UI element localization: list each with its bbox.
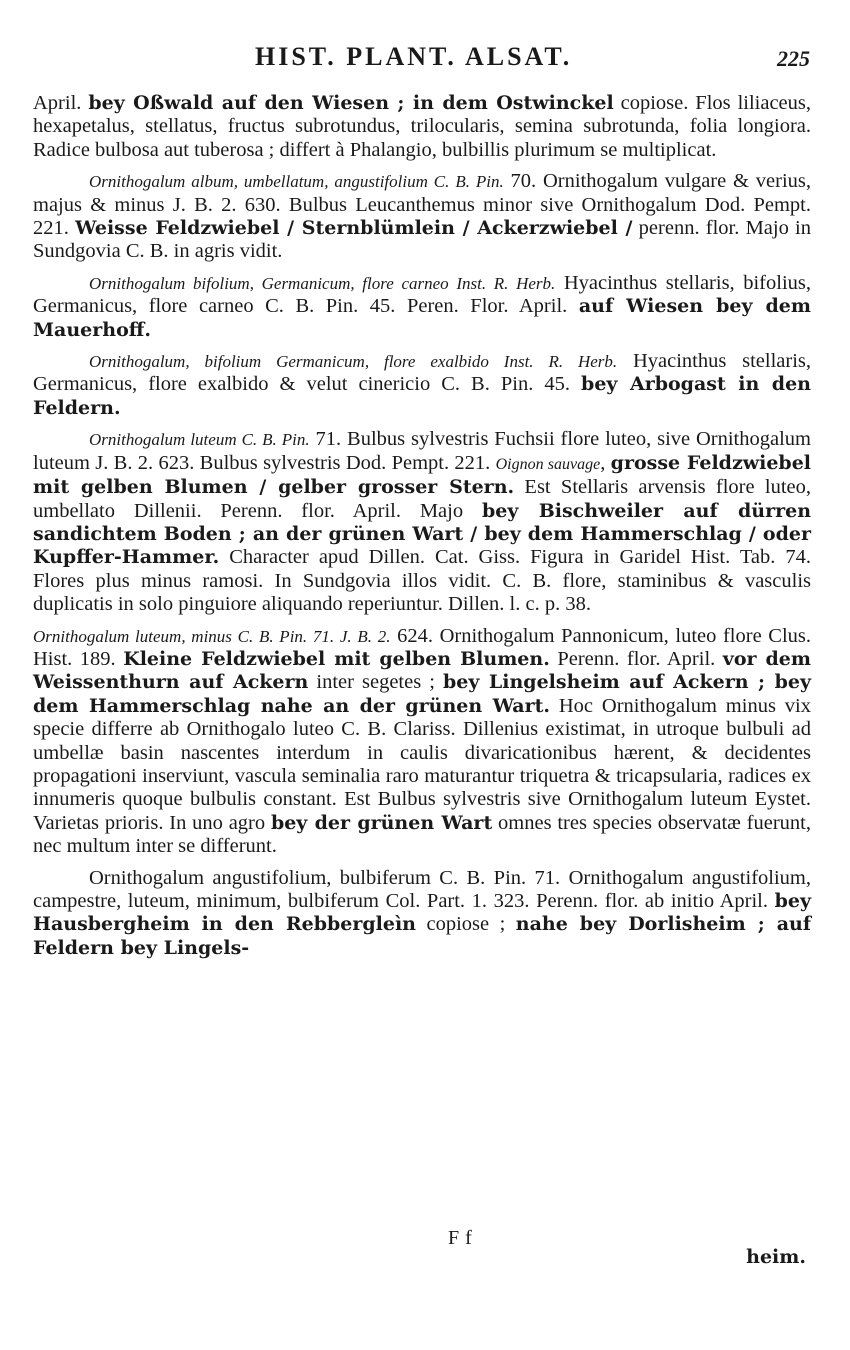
latin-text: Hyacinthus stellaris, Germanicus, flore exalbido & velut cinericio C. B. Pin. 45. [33, 350, 812, 396]
entry-paragraph [33, 350, 811, 420]
latin-text: Perenn. flor. April. [549, 647, 723, 670]
signature-mark: Ff [448, 1227, 478, 1249]
latin-text: , [600, 451, 611, 474]
species-name: Ornithogalum bifolium, Germanicum, flore carneo Inst. R. Herb. [89, 273, 556, 293]
latin-text: inter segetes ; [308, 671, 443, 694]
species-name: Ornithogalum album, umbellatum, angustifolium C. B. Pin. [89, 172, 504, 192]
latin-text: Est Stellaris arvensis flore luteo, umbellato Dillenii. Perenn. flor. April. Majo [33, 476, 812, 522]
entry-paragraph [33, 170, 811, 264]
entry-paragraph [33, 625, 811, 859]
latin-text: Ornithogalum angustifolium, bulbiferum C. B. Pin. 71. Ornithogalum angustifolium, campestre, luteum, minimum, bulbiferum Col. Part. 1. 323. Perenn. flor. ab initio April. [33, 866, 811, 912]
entry-paragraph [33, 428, 811, 616]
latin-text: 70. Ornithogalum vulgare & verius, majus & minus J. B. 2. 630. Bulbus Leucanthemus minor sive Ornithogalum Dod. Pempt. 221. [33, 170, 811, 240]
french-name: Oignon sauvage [495, 455, 601, 473]
latin-text: Hyacinthus stellaris, bifolius, Germanicus, flore carneo C. B. Pin. 45. Peren. Flor. April. [33, 271, 811, 318]
german-text: bey Hausbergheim in den Rebbergleìn [33, 890, 811, 936]
german-text: Kleine Feldzwiebel mit gelben Blumen. [123, 647, 550, 670]
entry-paragraph [33, 867, 811, 961]
latin-text: 624. Ornithogalum Pannonicum, luteo flore Clus. Hist. 189. [33, 624, 811, 670]
german-text: bey Bischweiler auf dürren sandichtem Boden ; an der grünen Wart / bey dem Hammerschlag / oder Kupffer-Hammer. [33, 499, 812, 569]
german-text: auf Wiesen bey dem Mauerhoff. [33, 295, 811, 341]
latin-text: Character apud Dillen. Cat. Giss. Figura in Garidel Hist. Tab. 74. Flores plus minus ramosi. In Sundgovia illos vidit. C. B. flore, staminibus & vasculis duplicatis in solo pinguiore aliquando reperiuntur. Dillen. l. c. p. 38. [33, 546, 811, 616]
entry-paragraph [33, 272, 811, 342]
german-text: grosse Feldzwiebel mit gelben Blumen / gelber grosser Stern. [33, 451, 812, 499]
german-text: vor dem Weissenthurn auf Ackern [33, 647, 811, 694]
latin-text: copiose ; [416, 913, 516, 936]
species-name: Ornithogalum, bifolium Germanicum, flore exalbido Inst. R. Herb. [89, 352, 618, 372]
latin-text: 71. Bulbus sylvestris Fuchsii flore luteo, sive Ornithogalum luteum J. B. 2. 623. Bulbus sylvestris Dod. Pempt. 221. [33, 428, 811, 474]
latin-text: perenn. flor. Majo in Sundgovia C. B. in agris vidit. [33, 217, 811, 263]
german-text: bey Arbogast in den Feldern. [33, 373, 811, 419]
body-text [33, 92, 811, 968]
latin-text: copiose. Flos liliaceus, hexapetalus, stellatus, fructus subrotundus, trilocularis, semina subrotunda, folia longiora. Radice bulbosa aut tuberosa ; differt à Phalangio, bulbillis plurimum se multiplicat. [33, 92, 811, 161]
german-text: nahe bey Dorlisheim ; auf Feldern bey Lingels- [33, 913, 811, 959]
catchword: heim. [746, 1246, 806, 1268]
latin-text: Hoc Ornithogalum minus vix specie differre ab Ornithogalo luteo C. B. Clariss. Dillenius existimat, in utroque bulbuli ad umbellæ basin nascentes interdum in caulis divaricationibus hærent, & decidentes propagationi inserviunt, vascula seminalia raro maturantur triquetra & tricapsularia, radices ex innumeris quoque bulbulis constant. Est Bulbus sylvestris sive Ornithogalum luteum Eystet. Varietas prioris. In uno agro [33, 694, 811, 834]
latin-text: April. [33, 92, 89, 114]
page-number: 225 [777, 46, 810, 71]
latin-text: omnes tres species observatæ fuerunt, nec multum inter se differunt. [33, 811, 811, 858]
german-text: Weisse Feldzwiebel / Sternblümlein / Ackerzwiebel / [75, 217, 633, 240]
running-head [0, 42, 850, 82]
species-name: Ornithogalum luteum, minus C. B. Pin. 71. J. B. 2. [33, 626, 391, 646]
entry-paragraph [33, 92, 811, 162]
german-text: bey Oßwald auf den Wiesen ; in dem Ostwinckel [88, 92, 614, 114]
german-text: bey Lingelsheim auf Ackern ; bey dem Hammerschlag nahe an der grünen Wart. [33, 671, 811, 717]
german-text: bey der grünen Wart [270, 811, 493, 834]
running-title: HIST. PLANT. ALSAT. [255, 42, 573, 71]
species-name: Ornithogalum luteum C. B. Pin. [89, 430, 310, 450]
